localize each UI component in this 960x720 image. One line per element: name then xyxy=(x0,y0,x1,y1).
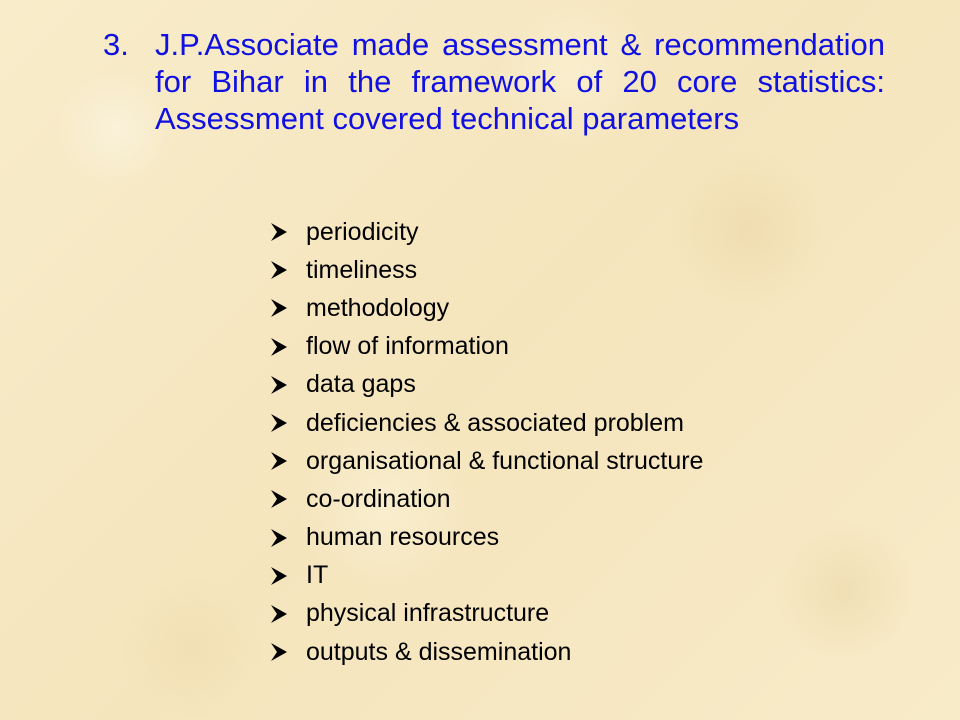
arrowhead-bullet-icon xyxy=(270,373,306,397)
parameter-list xyxy=(270,213,703,671)
arrowhead-bullet-icon xyxy=(270,449,306,473)
arrowhead-bullet-icon xyxy=(270,335,306,359)
list-item-label: human resources xyxy=(306,523,500,552)
arrowhead-bullet-icon xyxy=(270,220,306,244)
list-item-label: flow of information xyxy=(306,332,509,361)
arrowhead-bullet-icon xyxy=(270,487,306,511)
list-item-label: data gaps xyxy=(306,370,416,399)
arrowhead-bullet-icon xyxy=(270,564,306,588)
list-item-label: co-ordination xyxy=(306,484,451,513)
list-item-label: deficiencies & associated problem xyxy=(306,408,684,437)
list-item xyxy=(270,328,703,366)
arrowhead-bullet-icon xyxy=(270,602,306,626)
list-item xyxy=(270,557,703,595)
list-item xyxy=(270,633,703,671)
list-item-label: physical infrastructure xyxy=(306,599,550,628)
list-item-label: timeliness xyxy=(306,255,418,284)
slide-heading xyxy=(103,26,885,137)
list-item xyxy=(270,366,703,404)
list-item xyxy=(270,289,703,327)
heading-number: 3. xyxy=(103,27,129,62)
list-item xyxy=(270,519,703,557)
arrowhead-bullet-icon xyxy=(270,296,306,320)
list-item xyxy=(270,213,703,251)
list-item xyxy=(270,404,703,442)
arrowhead-bullet-icon xyxy=(270,258,306,282)
list-item xyxy=(270,595,703,633)
arrowhead-bullet-icon xyxy=(270,411,306,435)
list-item-label: periodicity xyxy=(306,217,419,246)
list-item xyxy=(270,251,703,289)
arrowhead-bullet-icon xyxy=(270,640,306,664)
list-item xyxy=(270,442,703,480)
list-item xyxy=(270,480,703,518)
list-item-label: methodology xyxy=(306,293,450,322)
list-item-label: IT xyxy=(306,561,329,590)
list-item-label: outputs & dissemination xyxy=(306,637,572,666)
arrowhead-bullet-icon xyxy=(270,526,306,550)
list-item-label: organisational & functional structure xyxy=(306,446,704,475)
heading-text: J.P.Associate made assessment & recommendation for Bihar in the framework of 20 core statistics: Assessment covered technical parameters xyxy=(155,27,885,136)
